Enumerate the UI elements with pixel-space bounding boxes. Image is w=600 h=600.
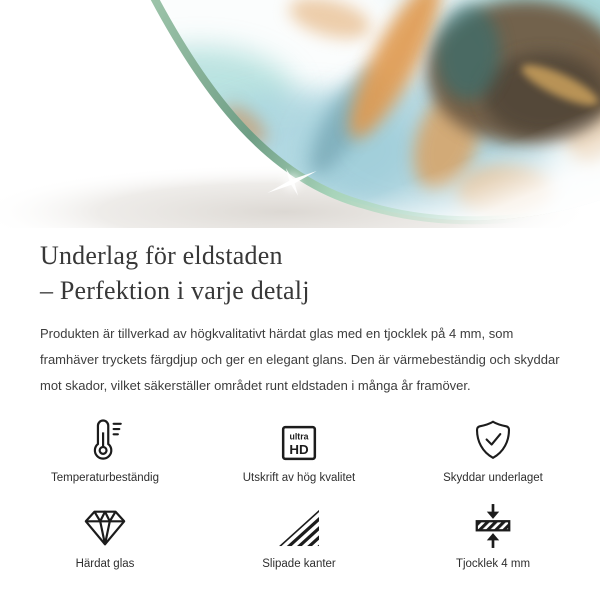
feature-label: Härdat glas	[75, 558, 135, 570]
feature-grid	[8, 415, 592, 571]
page-title-line2: – Perfektion i varje detalj	[40, 276, 310, 305]
thermometer-icon	[84, 417, 126, 463]
feature-thickness	[396, 501, 590, 571]
hero-section	[0, 0, 600, 228]
feature-label: Slipade kanter	[262, 558, 336, 570]
ultra-hd-icon	[279, 423, 319, 463]
feature-label: Tjocklek 4 mm	[455, 558, 531, 570]
feature-high-quality-print	[202, 415, 396, 485]
page-title-line1: Underlag för eldstaden	[40, 241, 283, 270]
feature-protects-surface	[396, 415, 590, 485]
feature-temperature-resistant	[8, 415, 202, 485]
shield-check-icon	[472, 417, 514, 463]
feature-label: Utskrift av hög kvalitet	[242, 472, 356, 484]
product-image	[0, 0, 600, 228]
thickness-icon	[472, 503, 514, 549]
product-description: Produkten är tillverkad av högkvalitativt härdat glas med en tjocklek på 4 mm, som framhäver tryckets färgdjup och ger en elegant glans. Den är värmebeständig och skyddar mot skador, vilket säkerställer området runt eldstaden i många år framöver.	[40, 326, 560, 393]
page-title	[40, 238, 560, 308]
feature-label: Temperaturbeständig	[50, 472, 160, 484]
beveled-edges-icon	[276, 507, 322, 549]
diamond-icon	[82, 507, 128, 549]
svg-text:HD: HD	[289, 441, 309, 457]
svg-text:ultra: ultra	[289, 431, 309, 442]
feature-polished-edges	[202, 501, 396, 571]
feature-tempered-glass	[8, 501, 202, 571]
feature-label: Skyddar underlaget	[443, 472, 543, 484]
